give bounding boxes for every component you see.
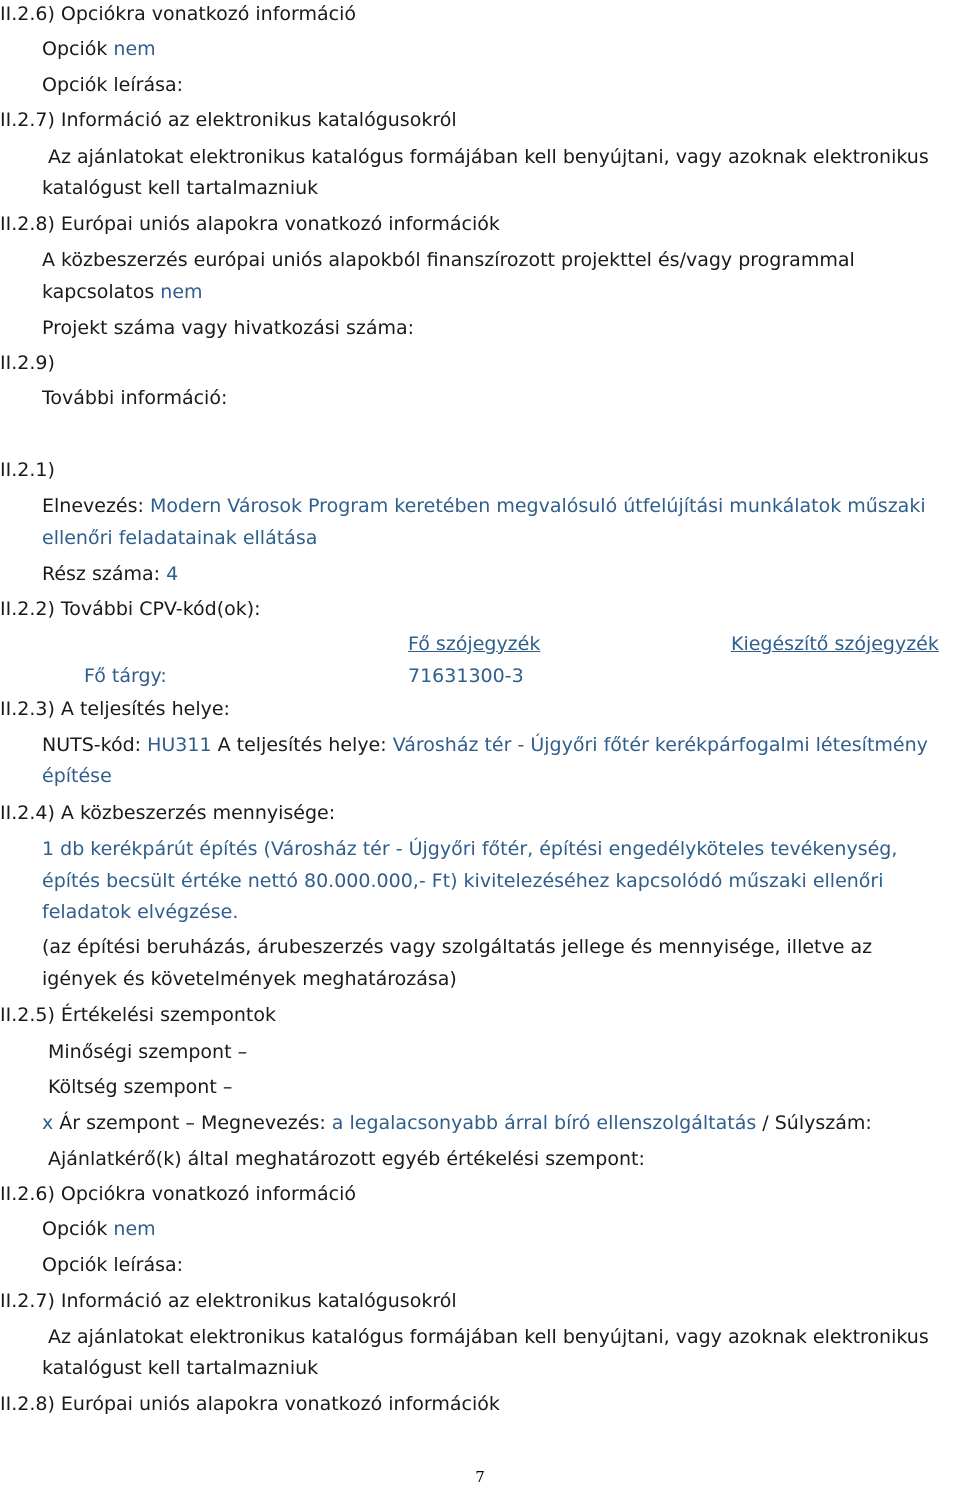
cpv-row-label: Fő tárgy: bbox=[84, 665, 167, 687]
cpv-row-value: 71631300-3 bbox=[408, 665, 524, 687]
options-row bbox=[42, 37, 156, 61]
quantity-text-line1: 1 db kerékpárút építés (Városház tér - Újgyőri főtér, építési engedélyköteles tevékenység, bbox=[42, 838, 898, 860]
part-number-label: Rész száma: bbox=[42, 563, 161, 585]
catalog-text-2-line2: katalógust kell tartalmazniuk bbox=[42, 1357, 319, 1379]
page-number: 7 bbox=[475, 1468, 485, 1486]
catalog-text-line2: katalógust kell tartalmazniuk bbox=[42, 177, 319, 199]
options-label-2: Opciók bbox=[42, 1218, 108, 1240]
part-number-value: 4 bbox=[166, 563, 179, 585]
place-row bbox=[42, 733, 928, 757]
section-heading-evaluation: II.2.5) Értékelési szempontok bbox=[0, 1004, 276, 1026]
evaluation-price-label: Ár szempont – Megnevezés: bbox=[59, 1112, 326, 1134]
section-heading-eu-funds-2: II.2.8) Európai uniós alapokra vonatkozó információk bbox=[0, 1393, 500, 1415]
quantity-note-line2: igények és követelmények meghatározása) bbox=[42, 968, 457, 990]
nuts-value: HU311 bbox=[147, 734, 212, 756]
section-heading-options: II.2.6) Opciókra vonatkozó információ bbox=[0, 3, 356, 25]
evaluation-quality: Minőségi szempont – bbox=[48, 1041, 248, 1063]
options-label: Opciók bbox=[42, 38, 108, 60]
options-value-2: nem bbox=[113, 1218, 156, 1240]
nuts-label: NUTS-kód: bbox=[42, 734, 142, 756]
quantity-note-line1: (az építési beruházás, árubeszerzés vagy szolgáltatás jellege és mennyisége, illetve az bbox=[42, 936, 873, 958]
section-heading-quantity: II.2.4) A közbeszerzés mennyisége: bbox=[0, 802, 336, 824]
evaluation-price-row bbox=[42, 1111, 872, 1135]
catalog-text-line1: Az ajánlatokat elektronikus katalógus formájában kell benyújtani, vagy azoknak elektronikus bbox=[48, 146, 929, 168]
section-heading-place: II.2.3) A teljesítés helye: bbox=[0, 698, 230, 720]
title-value-line2: ellenőri feladatainak ellátása bbox=[42, 527, 318, 549]
eu-funds-value: nem bbox=[160, 281, 203, 303]
options-description-label: Opciók leírása: bbox=[42, 74, 184, 96]
place-value-line2: építése bbox=[42, 765, 112, 787]
options-row-2 bbox=[42, 1217, 156, 1241]
eu-funds-row bbox=[42, 280, 203, 304]
cpv-column-main: Fő szójegyzék bbox=[408, 633, 541, 655]
quantity-text-line2: építés becsült értéke nettó 80.000.000,- Ft) kivitelezéséhez kapcsolódó műszaki ellenőri bbox=[42, 870, 884, 892]
additional-info-label: További információ: bbox=[42, 387, 228, 409]
eu-funds-text-line1: A közbeszerzés európai uniós alapokból finanszírozott projekttel és/vagy programmal bbox=[42, 249, 855, 271]
section-heading-additional-info: II.2.9) bbox=[0, 352, 55, 374]
evaluation-price-mark: x bbox=[42, 1112, 54, 1134]
catalog-text-2-line1: Az ajánlatokat elektronikus katalógus formájában kell benyújtani, vagy azoknak elektronikus bbox=[48, 1326, 929, 1348]
title-value: Modern Városok Program keretében megvalósuló útfelújítási munkálatok műszaki bbox=[149, 495, 926, 517]
section-heading-title: II.2.1) bbox=[0, 459, 55, 481]
place-label: A teljesítés helye: bbox=[217, 734, 387, 756]
part-number-row bbox=[42, 562, 178, 586]
options-description-label-2: Opciók leírása: bbox=[42, 1254, 184, 1276]
section-heading-catalog: II.2.7) Információ az elektronikus katalógusokról bbox=[0, 109, 457, 131]
evaluation-price-weight: / Súlyszám: bbox=[762, 1112, 872, 1134]
cpv-column-supplementary: Kiegészítő szójegyzék bbox=[731, 633, 939, 655]
place-value: Városház tér - Újgyőri főtér kerékpárfogalmi létesítmény bbox=[392, 734, 928, 756]
quantity-text-line3: feladatok elvégzése. bbox=[42, 901, 239, 923]
evaluation-other: Ajánlatkérő(k) által meghatározott egyéb értékelési szempont: bbox=[48, 1148, 645, 1170]
options-value: nem bbox=[113, 38, 156, 60]
evaluation-price-value: a legalacsonyabb árral bíró ellenszolgáltatás bbox=[331, 1112, 757, 1134]
evaluation-cost: Költség szempont – bbox=[48, 1076, 233, 1098]
section-heading-eu-funds: II.2.8) Európai uniós alapokra vonatkozó információk bbox=[0, 213, 500, 235]
project-number-label: Projekt száma vagy hivatkozási száma: bbox=[42, 317, 415, 339]
title-label: Elnevezés: bbox=[42, 495, 144, 517]
section-heading-cpv: II.2.2) További CPV-kód(ok): bbox=[0, 598, 261, 620]
section-heading-options-2: II.2.6) Opciókra vonatkozó információ bbox=[0, 1183, 356, 1205]
section-heading-catalog-2: II.2.7) Információ az elektronikus katalógusokról bbox=[0, 1290, 457, 1312]
eu-funds-label: kapcsolatos bbox=[42, 281, 155, 303]
title-row bbox=[42, 494, 926, 518]
